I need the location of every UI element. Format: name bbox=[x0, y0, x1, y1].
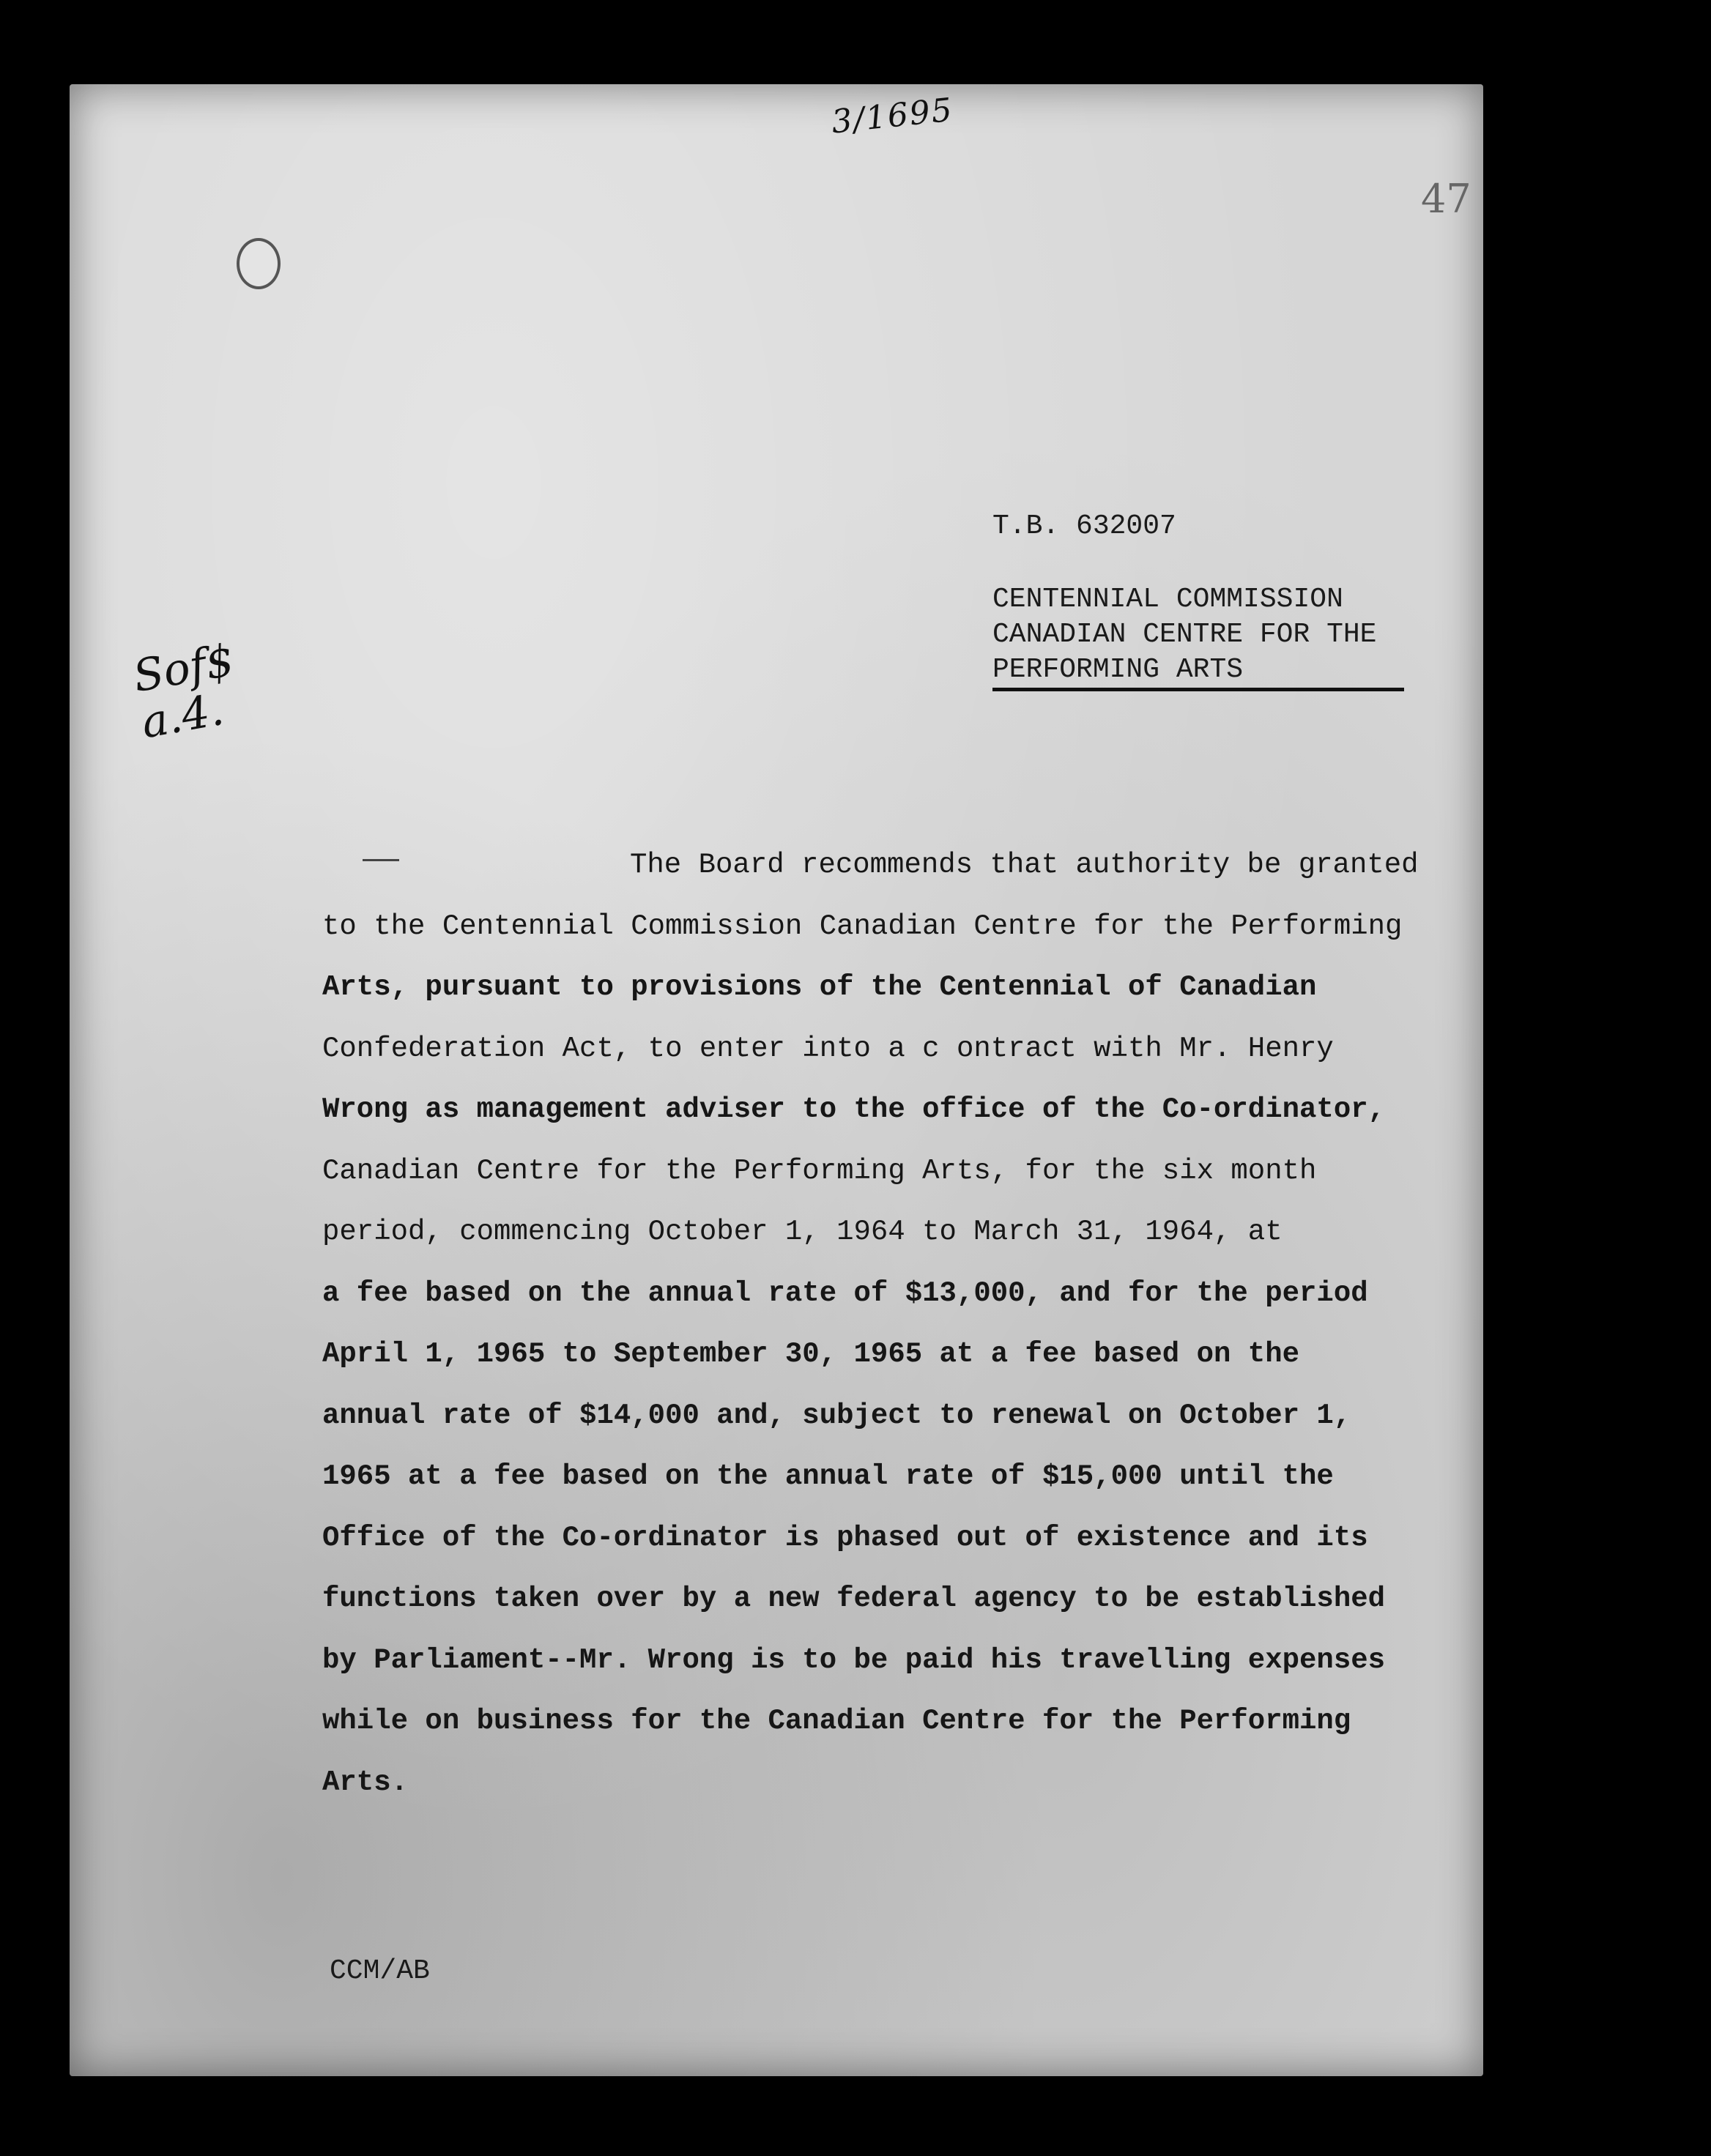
tb-number: T.B. 632007 bbox=[992, 510, 1176, 542]
punch-hole-icon bbox=[237, 238, 281, 289]
body-line: Office of the Co-ordinator is phased out of existence and its bbox=[322, 1521, 1368, 1554]
body-line: annual rate of $14,000 and, subject to renewal on October 1, bbox=[322, 1399, 1351, 1432]
body-line: functions taken over by a new federal agency to be established bbox=[322, 1583, 1386, 1615]
body-line: April 1, 1965 to September 30, 1965 at a fee based on the bbox=[322, 1338, 1300, 1370]
body-line: a fee based on the annual rate of $13,000, and for the period bbox=[322, 1276, 1368, 1309]
body-line: Canadian Centre for the Performing Arts, for the six month bbox=[322, 1154, 1317, 1187]
handwritten-side-note bbox=[130, 629, 290, 747]
document-page bbox=[70, 84, 1483, 2076]
handwritten-file-number: 3/1695 bbox=[829, 91, 956, 141]
header-line-2: CANADIAN CENTRE FOR THE bbox=[992, 619, 1377, 650]
side-note-line-1: Sof$ bbox=[129, 634, 238, 703]
body-line: period, commencing October 1, 1964 to March 31, 1964, at bbox=[322, 1216, 1283, 1248]
body-line: Arts. bbox=[322, 1766, 409, 1799]
body-line: Confederation Act, to enter into a c ontract with Mr. Henry bbox=[322, 1032, 1334, 1065]
body-line: Arts, pursuant to provisions of the Centennial of Canadian bbox=[322, 971, 1317, 1003]
body-line: to the Centennial Commission Canadian Centre for the Performing bbox=[322, 910, 1403, 943]
page-number: 47 bbox=[1421, 176, 1471, 222]
body-line: Wrong as management adviser to the office of the Co-ordinator, bbox=[322, 1093, 1386, 1126]
header-line-3: PERFORMING ARTS bbox=[992, 653, 1404, 691]
header-line-1: CENTENNIAL COMMISSION bbox=[992, 584, 1343, 615]
body-line: 1965 at a fee based on the annual rate of $15,000 until the bbox=[322, 1460, 1334, 1493]
side-note-line-2: a.4. bbox=[137, 683, 228, 749]
body-line: while on business for the Canadian Centre for the Performing bbox=[322, 1705, 1351, 1737]
document-header bbox=[992, 509, 1461, 691]
recommendation-body bbox=[322, 835, 1483, 1813]
typist-initials: CCM/AB bbox=[330, 1955, 430, 1987]
body-line: The Board recommends that authority be granted bbox=[630, 849, 1419, 881]
body-line: by Parliament--Mr. Wrong is to be paid his travelling expenses bbox=[322, 1643, 1386, 1676]
